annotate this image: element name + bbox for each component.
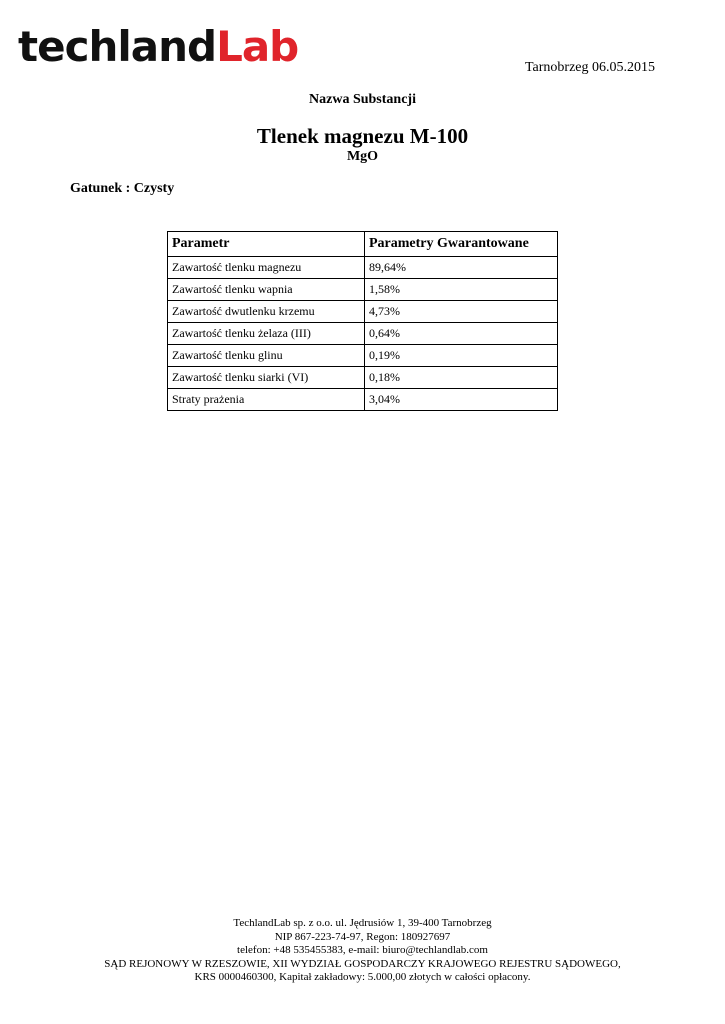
column-header-parameter: Parametr [168,232,365,257]
table-row [168,257,558,279]
logo-text-lab: Lab [216,22,299,71]
grade-label: Gatunek : Czysty [70,181,175,196]
table-row [168,323,558,345]
value-cell: 3,04% [365,389,558,411]
table-row [168,367,558,389]
footer-tax-ids: NIP 867-223-74-97, Regon: 180927697 [274,930,451,943]
table-header-row [168,232,558,257]
parameter-cell: Zawartość tlenku glinu [168,345,365,367]
company-footer [0,917,725,985]
footer-krs-capital: KRS 0000460300, Kapitał zakładowy: 5.000,00 złotych w całości opłacony. [194,971,531,983]
logo-text-techland: techland [18,22,217,71]
value-cell: 89,64% [365,257,558,279]
parameter-cell: Zawartość tlenku wapnia [168,279,365,301]
value-cell: 4,73% [365,301,558,323]
value-cell: 1,58% [365,279,558,301]
chemical-formula: MgO [346,149,379,164]
parameters-table [167,231,558,411]
parameter-cell: Straty prażenia [168,389,365,411]
parameter-cell: Zawartość dwutlenku krzemu [168,301,365,323]
column-header-guaranteed: Parametry Gwarantowane [365,232,558,257]
table-row [168,345,558,367]
table-row [168,389,558,411]
footer-court-registry: SĄD REJONOWY W RZESZOWIE, XII WYDZIAŁ GOSPODARCZY KRAJOWEGO REJESTRU SĄDOWEGO, [104,957,621,970]
footer-address: TechlandLab sp. z o.o. ul. Jędrusiów 1, 39-400 Tarnobrzeg [233,917,492,929]
company-logo [18,22,299,71]
table-row [168,301,558,323]
parameter-cell: Zawartość tlenku magnezu [168,257,365,279]
footer-contact: telefon: +48 535455383, e-mail: biuro@techlandlab.com [237,944,488,956]
parameter-cell: Zawartość tlenku żelaza (III) [168,323,365,345]
value-cell: 0,18% [365,367,558,389]
parameter-cell: Zawartość tlenku siarki (VI) [168,367,365,389]
place-date: Tarnobrzeg 06.05.2015 [524,60,655,75]
substance-title: Tlenek magnezu M-100 [256,124,469,148]
value-cell: 0,19% [365,345,558,367]
value-cell: 0,64% [365,323,558,345]
substance-label: Nazwa Substancji [309,92,416,107]
table-row [168,279,558,301]
